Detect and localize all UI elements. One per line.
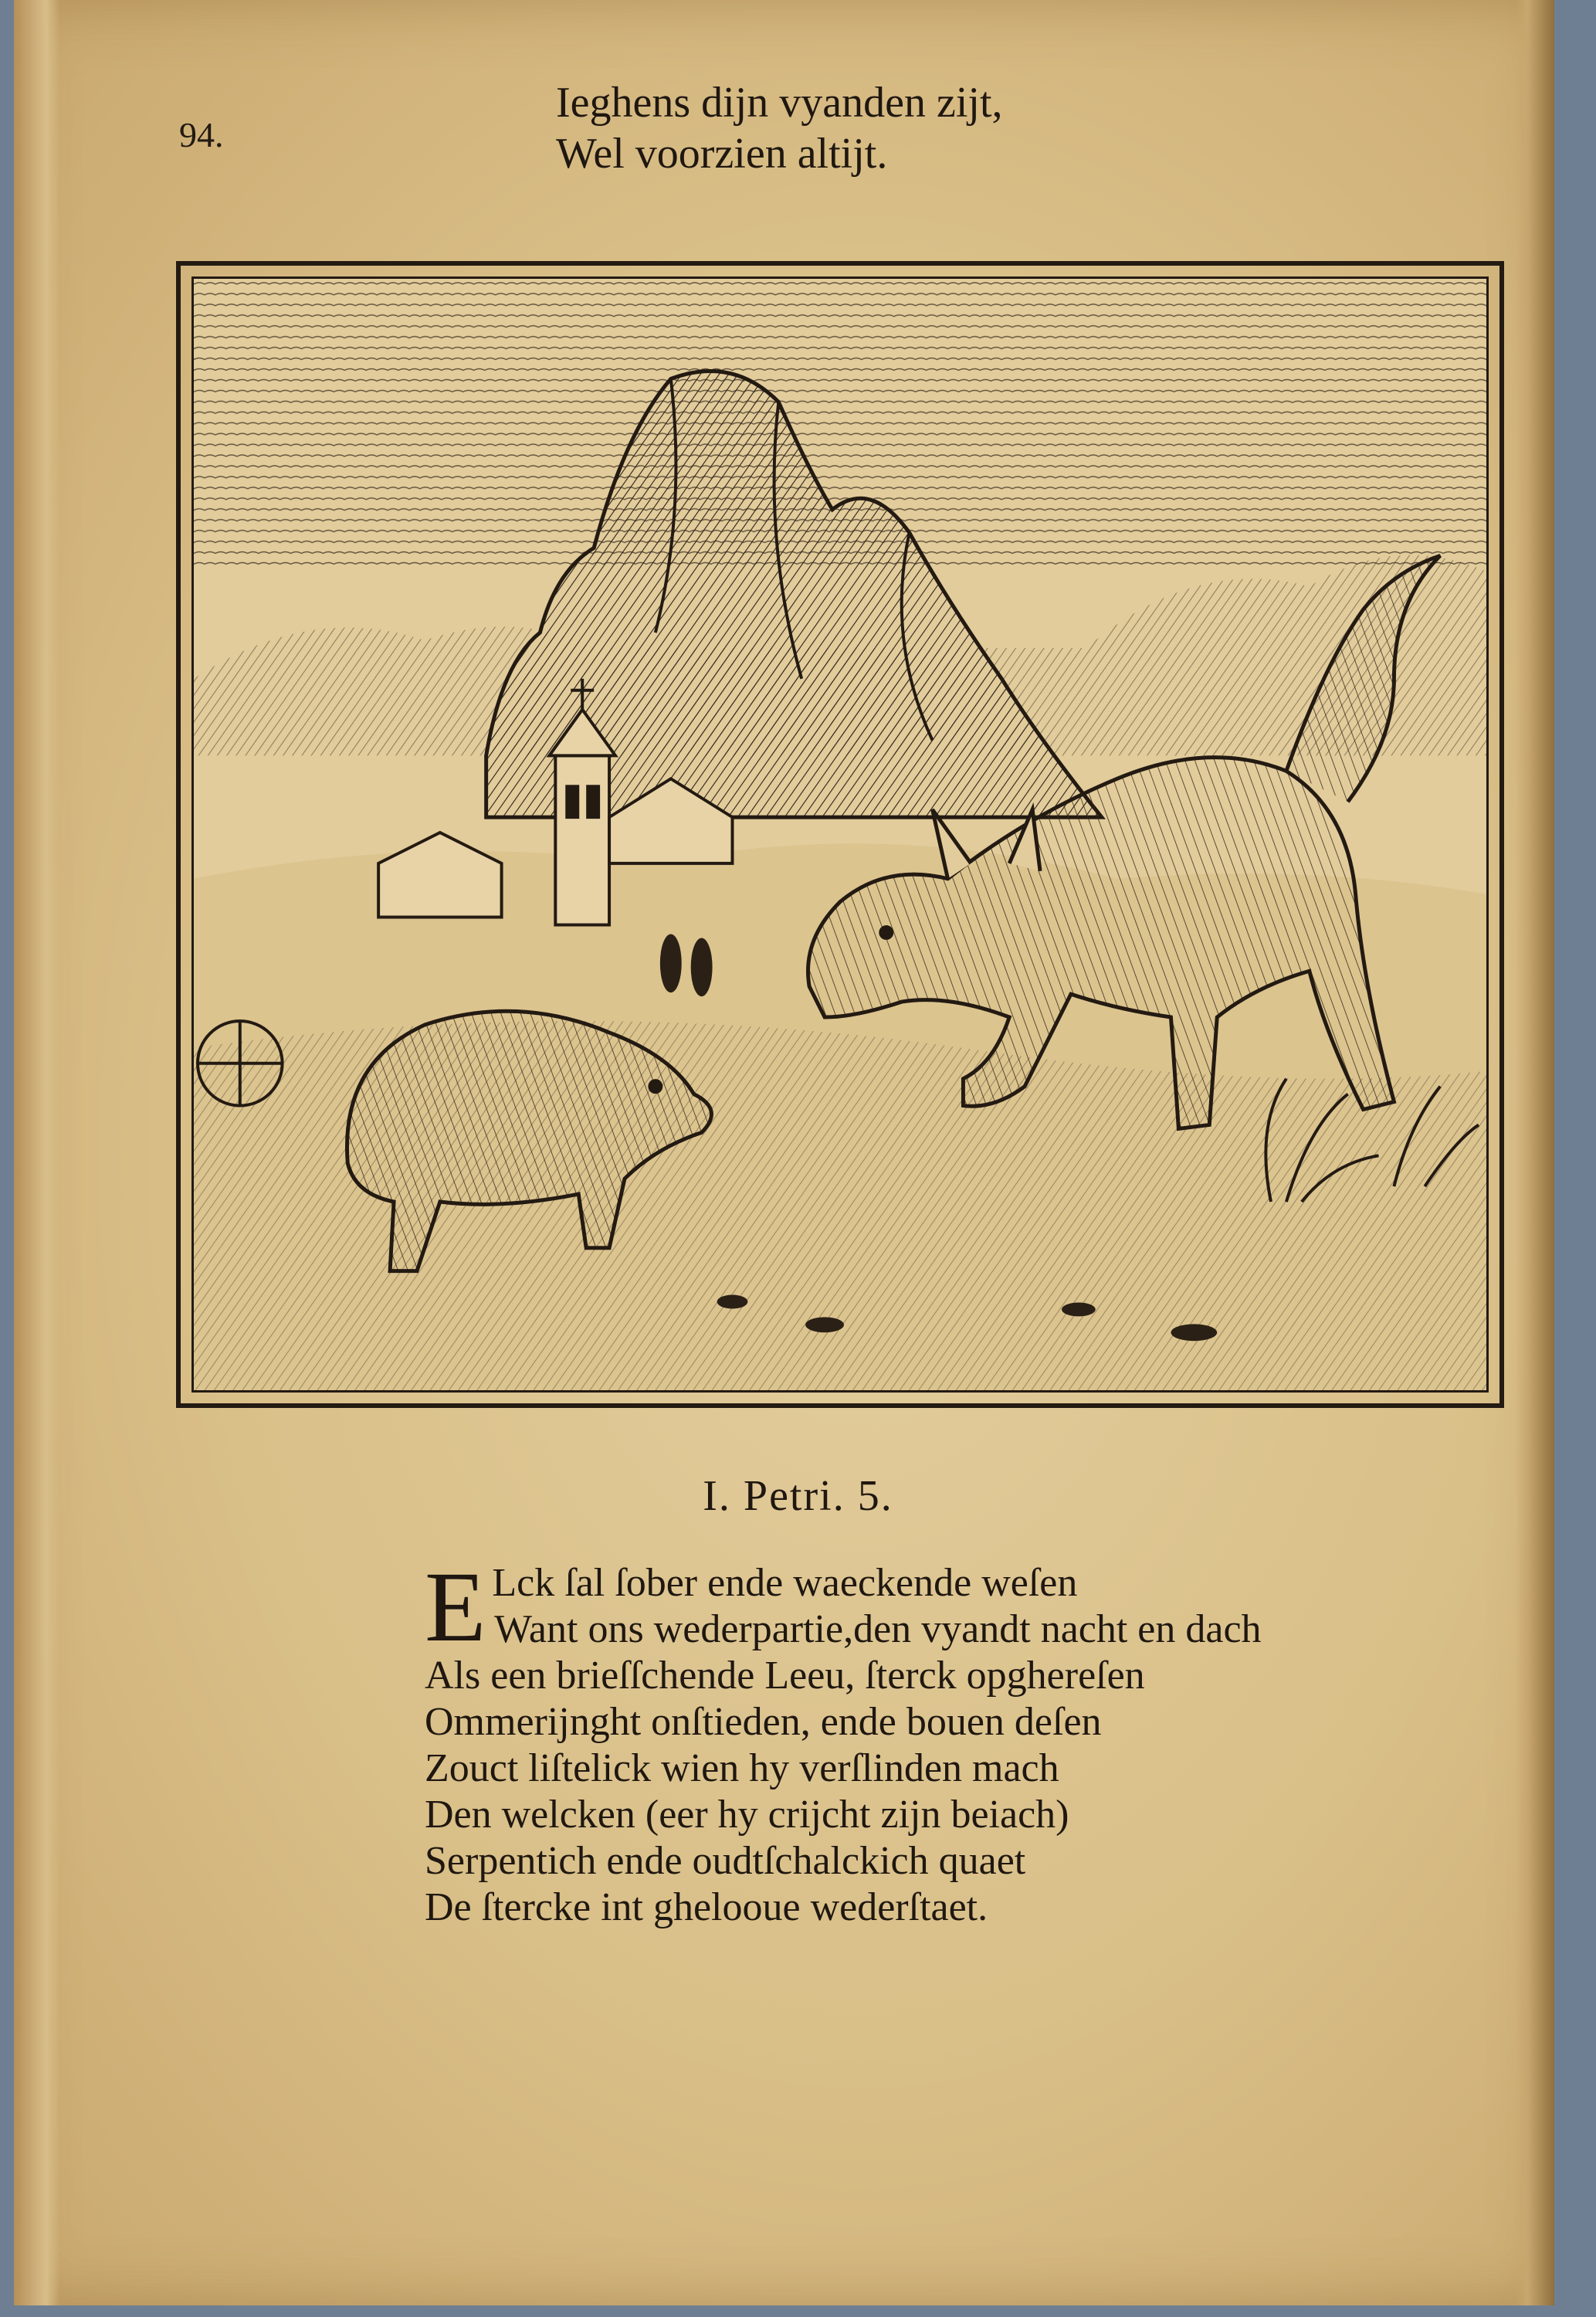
page-gutter — [14, 0, 60, 2305]
verse-line-4: Ommerijnght onſtieden, ende bouen deſen — [425, 1700, 1102, 1744]
verse-line-3: Als een brieſſchende Leeu, ſterck opghereſen — [425, 1654, 1145, 1698]
motto-line-1: Ieghens dijn vyanden zijt, — [556, 79, 1003, 127]
verse-line-7: Serpentich ende oudtſchalckich quaet — [425, 1839, 1026, 1883]
emblem-verse — [425, 1552, 1428, 1931]
page-number: 94. — [179, 115, 224, 154]
verse-line-5: Zouct liſtelick wien hy verſlinden mach — [425, 1746, 1059, 1790]
scripture-reference: I. Petri. 5. — [703, 1472, 893, 1520]
emblem-motto — [556, 77, 1143, 179]
engraving-illustration — [191, 276, 1489, 1393]
page-outer-edge — [1516, 0, 1554, 2305]
cart-wheel — [198, 1021, 283, 1106]
verse-line-8: De ſtercke int ghelooue wederſtaet. — [425, 1885, 988, 1929]
drop-cap: E — [425, 1552, 486, 1663]
verse-line-2: Want ons wederpartie,den vyandt nacht en dach — [494, 1607, 1262, 1651]
engraving-plate — [176, 261, 1504, 1408]
motto-line-2: Wel voorzien altijt. — [556, 130, 888, 178]
verse-line-6: Den welcken (eer hy crijcht zijn beiach) — [425, 1793, 1069, 1837]
verse-line-1-text: Lck ſal ſober ende waeckende weſen — [492, 1561, 1078, 1605]
